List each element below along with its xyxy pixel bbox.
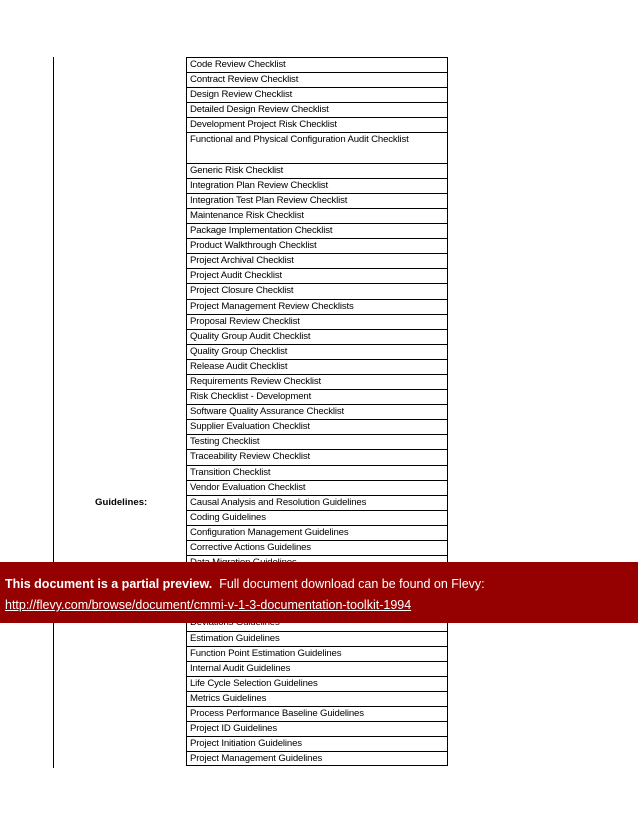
list-item: Quality Group Checklist [187, 344, 447, 359]
list-item: Life Cycle Selection Guidelines [187, 676, 447, 691]
list-item: Metrics Guidelines [187, 691, 447, 706]
list-item: Quality Group Audit Checklist [187, 329, 447, 344]
list-item: Testing Checklist [187, 434, 447, 449]
left-border-line [53, 57, 54, 768]
list-item: Development Project Risk Checklist [187, 117, 447, 132]
list-item: Internal Audit Guidelines [187, 661, 447, 676]
list-item: Supplier Evaluation Checklist [187, 419, 447, 434]
list-item: Estimation Guidelines [187, 631, 447, 646]
list-item: Requirements Review Checklist [187, 374, 447, 389]
list-item: Integration Plan Review Checklist [187, 178, 447, 193]
list-item: Software Quality Assurance Checklist [187, 404, 447, 419]
banner-download-link[interactable]: http://flevy.com/browse/document/cmmi-v-1-3-documentation-toolkit-1994 [5, 598, 412, 612]
list-item: Package Implementation Checklist [187, 223, 447, 238]
list-item: Contract Review Checklist [187, 72, 447, 87]
list-item: Risk Checklist - Development [187, 389, 447, 404]
list-item: Project Closure Checklist [187, 283, 447, 298]
list-item: Functional and Physical Configuration Audit Checklist [187, 132, 447, 162]
section-label-guidelines: Guidelines: [95, 497, 148, 508]
list-item: Traceability Review Checklist [187, 449, 447, 464]
list-item: Causal Analysis and Resolution Guidelines [187, 495, 447, 510]
list-item: Release Audit Checklist [187, 359, 447, 374]
list-item: Transition Checklist [187, 465, 447, 480]
list-item: Configuration Management Guidelines [187, 525, 447, 540]
list-item: Project Audit Checklist [187, 268, 447, 283]
list-item: Detailed Design Review Checklist [187, 102, 447, 117]
list-item: Coding Guidelines [187, 510, 447, 525]
list-item: Maintenance Risk Checklist [187, 208, 447, 223]
list-item: Corrective Actions Guidelines [187, 540, 447, 555]
list-item: Code Review Checklist [187, 57, 447, 72]
list-item: Proposal Review Checklist [187, 314, 447, 329]
preview-banner [0, 562, 638, 623]
banner-bold-text: This document is a partial preview. [5, 577, 213, 591]
list-item: Product Walkthrough Checklist [187, 238, 447, 253]
banner-normal-text: Full document download can be found on Flevy: [219, 577, 485, 591]
document-list-table [186, 57, 448, 766]
list-item: Process Performance Baseline Guidelines [187, 706, 447, 721]
list-item: Function Point Estimation Guidelines [187, 646, 447, 661]
list-item: Project Archival Checklist [187, 253, 447, 268]
list-item: Project ID Guidelines [187, 721, 447, 736]
list-item: Project Management Review Checklists [187, 299, 447, 314]
list-item: Generic Risk Checklist [187, 163, 447, 178]
list-item: Vendor Evaluation Checklist [187, 480, 447, 495]
banner-message [5, 577, 485, 591]
list-item: Design Review Checklist [187, 87, 447, 102]
list-item: Project Initiation Guidelines [187, 736, 447, 751]
list-item: Project Management Guidelines [187, 751, 447, 766]
list-item: Integration Test Plan Review Checklist [187, 193, 447, 208]
